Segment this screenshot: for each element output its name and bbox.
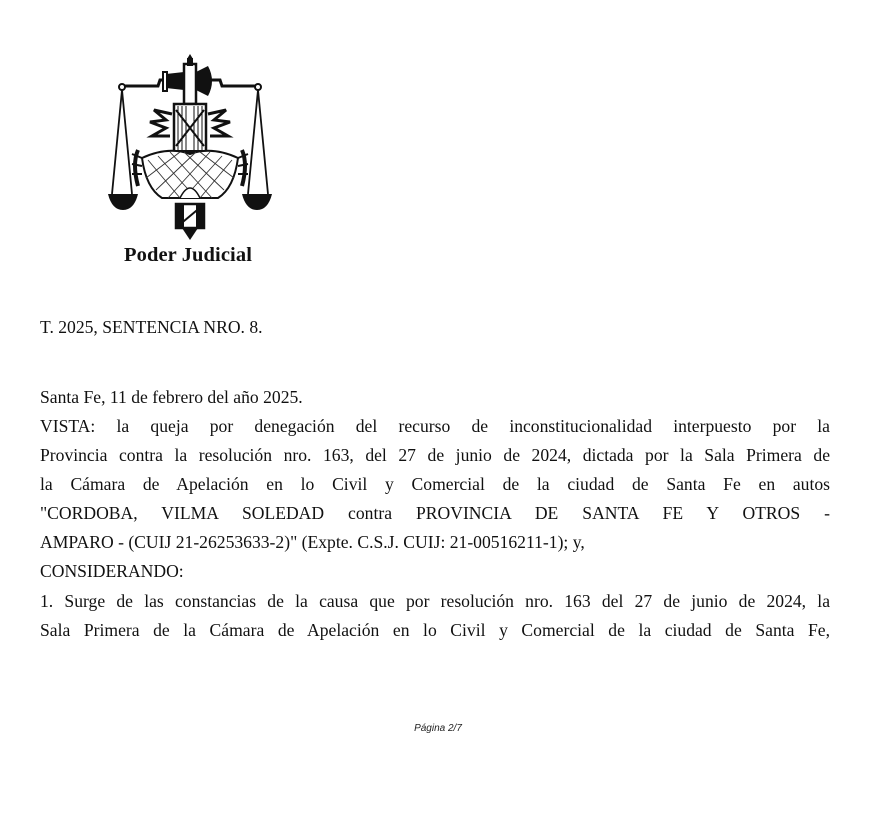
body-line: AMPARO - (CUIJ 21-26253633-2)" (Expte. C.S.J. CUIJ: 21-00516211-1); y,: [40, 532, 585, 552]
body-line: la Cámara de Apelación en lo Civil y Comercial de la ciudad de Santa Fe en autos: [40, 474, 830, 494]
org-name-heading: Poder Judicial: [123, 244, 252, 266]
body-line: Provincia contra la resolución nro. 163, del 27 de junio de 2024, dictada por la Sala Primera de: [40, 445, 830, 465]
body-line: "CORDOBA, VILMA SOLEDAD contra PROVINCIA DE SANTA FE Y OTROS -: [40, 503, 830, 523]
date-line: Santa Fe, 11 de febrero del año 2025.: [40, 387, 303, 407]
considerando-heading: CONSIDERANDO:: [40, 561, 184, 581]
body-line: 1. Surge de las constancias de la causa que por resolución nro. 163 del 27 de junio de 2024, la: [40, 591, 830, 611]
body-line: VISTA: la queja por denegación del recurso de inconstitucionalidad interpuesto por la: [40, 416, 830, 436]
page-number: Página 2/7: [414, 723, 462, 734]
sentence-number: T. 2025, SENTENCIA NRO. 8.: [40, 317, 263, 337]
scales-of-justice-coat-of-arms-icon: [108, 54, 272, 242]
body-line: Sala Primera de la Cámara de Apelación en lo Civil y Comercial de la ciudad de Santa Fe,: [40, 620, 830, 640]
